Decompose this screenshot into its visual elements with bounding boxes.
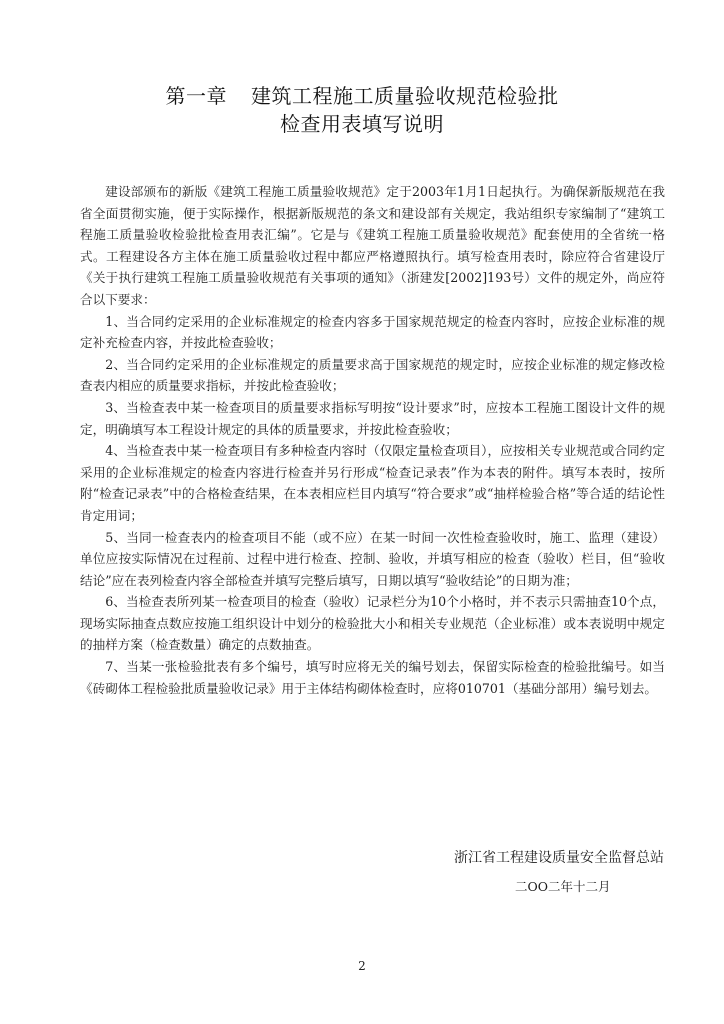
title-line-1: 建筑工程施工质量验收规范检验批 [251, 84, 559, 108]
chapter-label: 第一章 [165, 84, 227, 108]
requirement-item-7: 7、当某一张检验批表有多个编号，填写时应将无关的编号划去，保留实际检查的检验批编号。如当《砖砌体工程检验批质量验收记录》用于主体结构砌体检查时，应将010701（基础分部用）编号划去。 [80, 659, 665, 696]
page-title [0, 82, 724, 110]
requirement-item-2: 2、当合同约定采用的企业标准规定的质量要求高于国家规范的规定时，应按企业标准的规定修改检查表内相应的质量要求指标，并按此检查验收； [80, 356, 665, 394]
requirement-item-1: 1、当合同约定采用的企业标准规定的检查内容多于国家规范规定的检查内容时，应按企业标准的规定补充检查内容，并按此检查验收； [80, 313, 665, 351]
requirement-item-3: 3、当检查表中某一检查项目的质量要求指标写明按“设计要求”时，应按本工程施工图设计文件的规定，明确填写本工程设计规定的具体的质量要求，并按此检查验收； [80, 399, 665, 437]
requirement-item-5: 5、当同一检查表内的检查项目不能（或不应）在某一时间一次性检查验收时，施工、监理（建设）单位应按实际情况在过程前、过程中进行检查、控制、验收，并填写相应的检查（验收）栏目，但“验收结论”应在表列检查内容全部检查并填写完整后填写，日期以填写“验收结论”的日期为准； [80, 529, 665, 588]
intro-paragraph: 建设部颁布的新版《建筑工程施工质量验收规范》定于2003年1月1日起执行。为确保新版规范在我省全面贯彻实施，便于实际操作，根据新版规范的条文和建设部有关规定，我站组织专家编制了“建筑工程施工质量验收检验批检查用表汇编”。它是与《建筑工程施工质量验收规范》配套使用的全省统一格式。工程建设各方主体在施工质量验收过程中都应严格遵照执行。填写检查用表时，除应符合省建设厅《关于执行建筑工程施工质量验收规范有关事项的通知》（浙建发[2002]193号）文件的规定外，尚应符合以下要求： [80, 184, 665, 307]
page-subtitle: 检查用表填写说明 [280, 112, 444, 136]
requirement-item-4: 4、当检查表中某一检查项目有多种检查内容时（仅限定量检查项目），应按相关专业规范或合同约定采用的企业标准规定的检查内容进行检查并另行形成“检查记录表”作为本表的附件。填写本表时，按所附“检查记录表”中的合格检查结果，在本表相应栏目内填写“符合要求”或“抽样检验合格”等合适的结论性肯定用词； [80, 443, 665, 523]
body-text [80, 181, 665, 699]
page-number: 2 [358, 959, 366, 973]
signature-organization: 浙江省工程建设质量安全监督总站 [454, 850, 664, 866]
requirement-item-6: 6、当检查表所列某一检查项目的检查（验收）记录栏分为10个小格时，并不表示只需抽查10个点，现场实际抽查点数应按施工组织设计中划分的检验批大小和相关专业规范（企业标准）或本表说明中规定的抽样方案（检查数量）确定的点数抽查。 [80, 594, 665, 653]
signature-date: 二OO二年十二月 [515, 879, 611, 894]
